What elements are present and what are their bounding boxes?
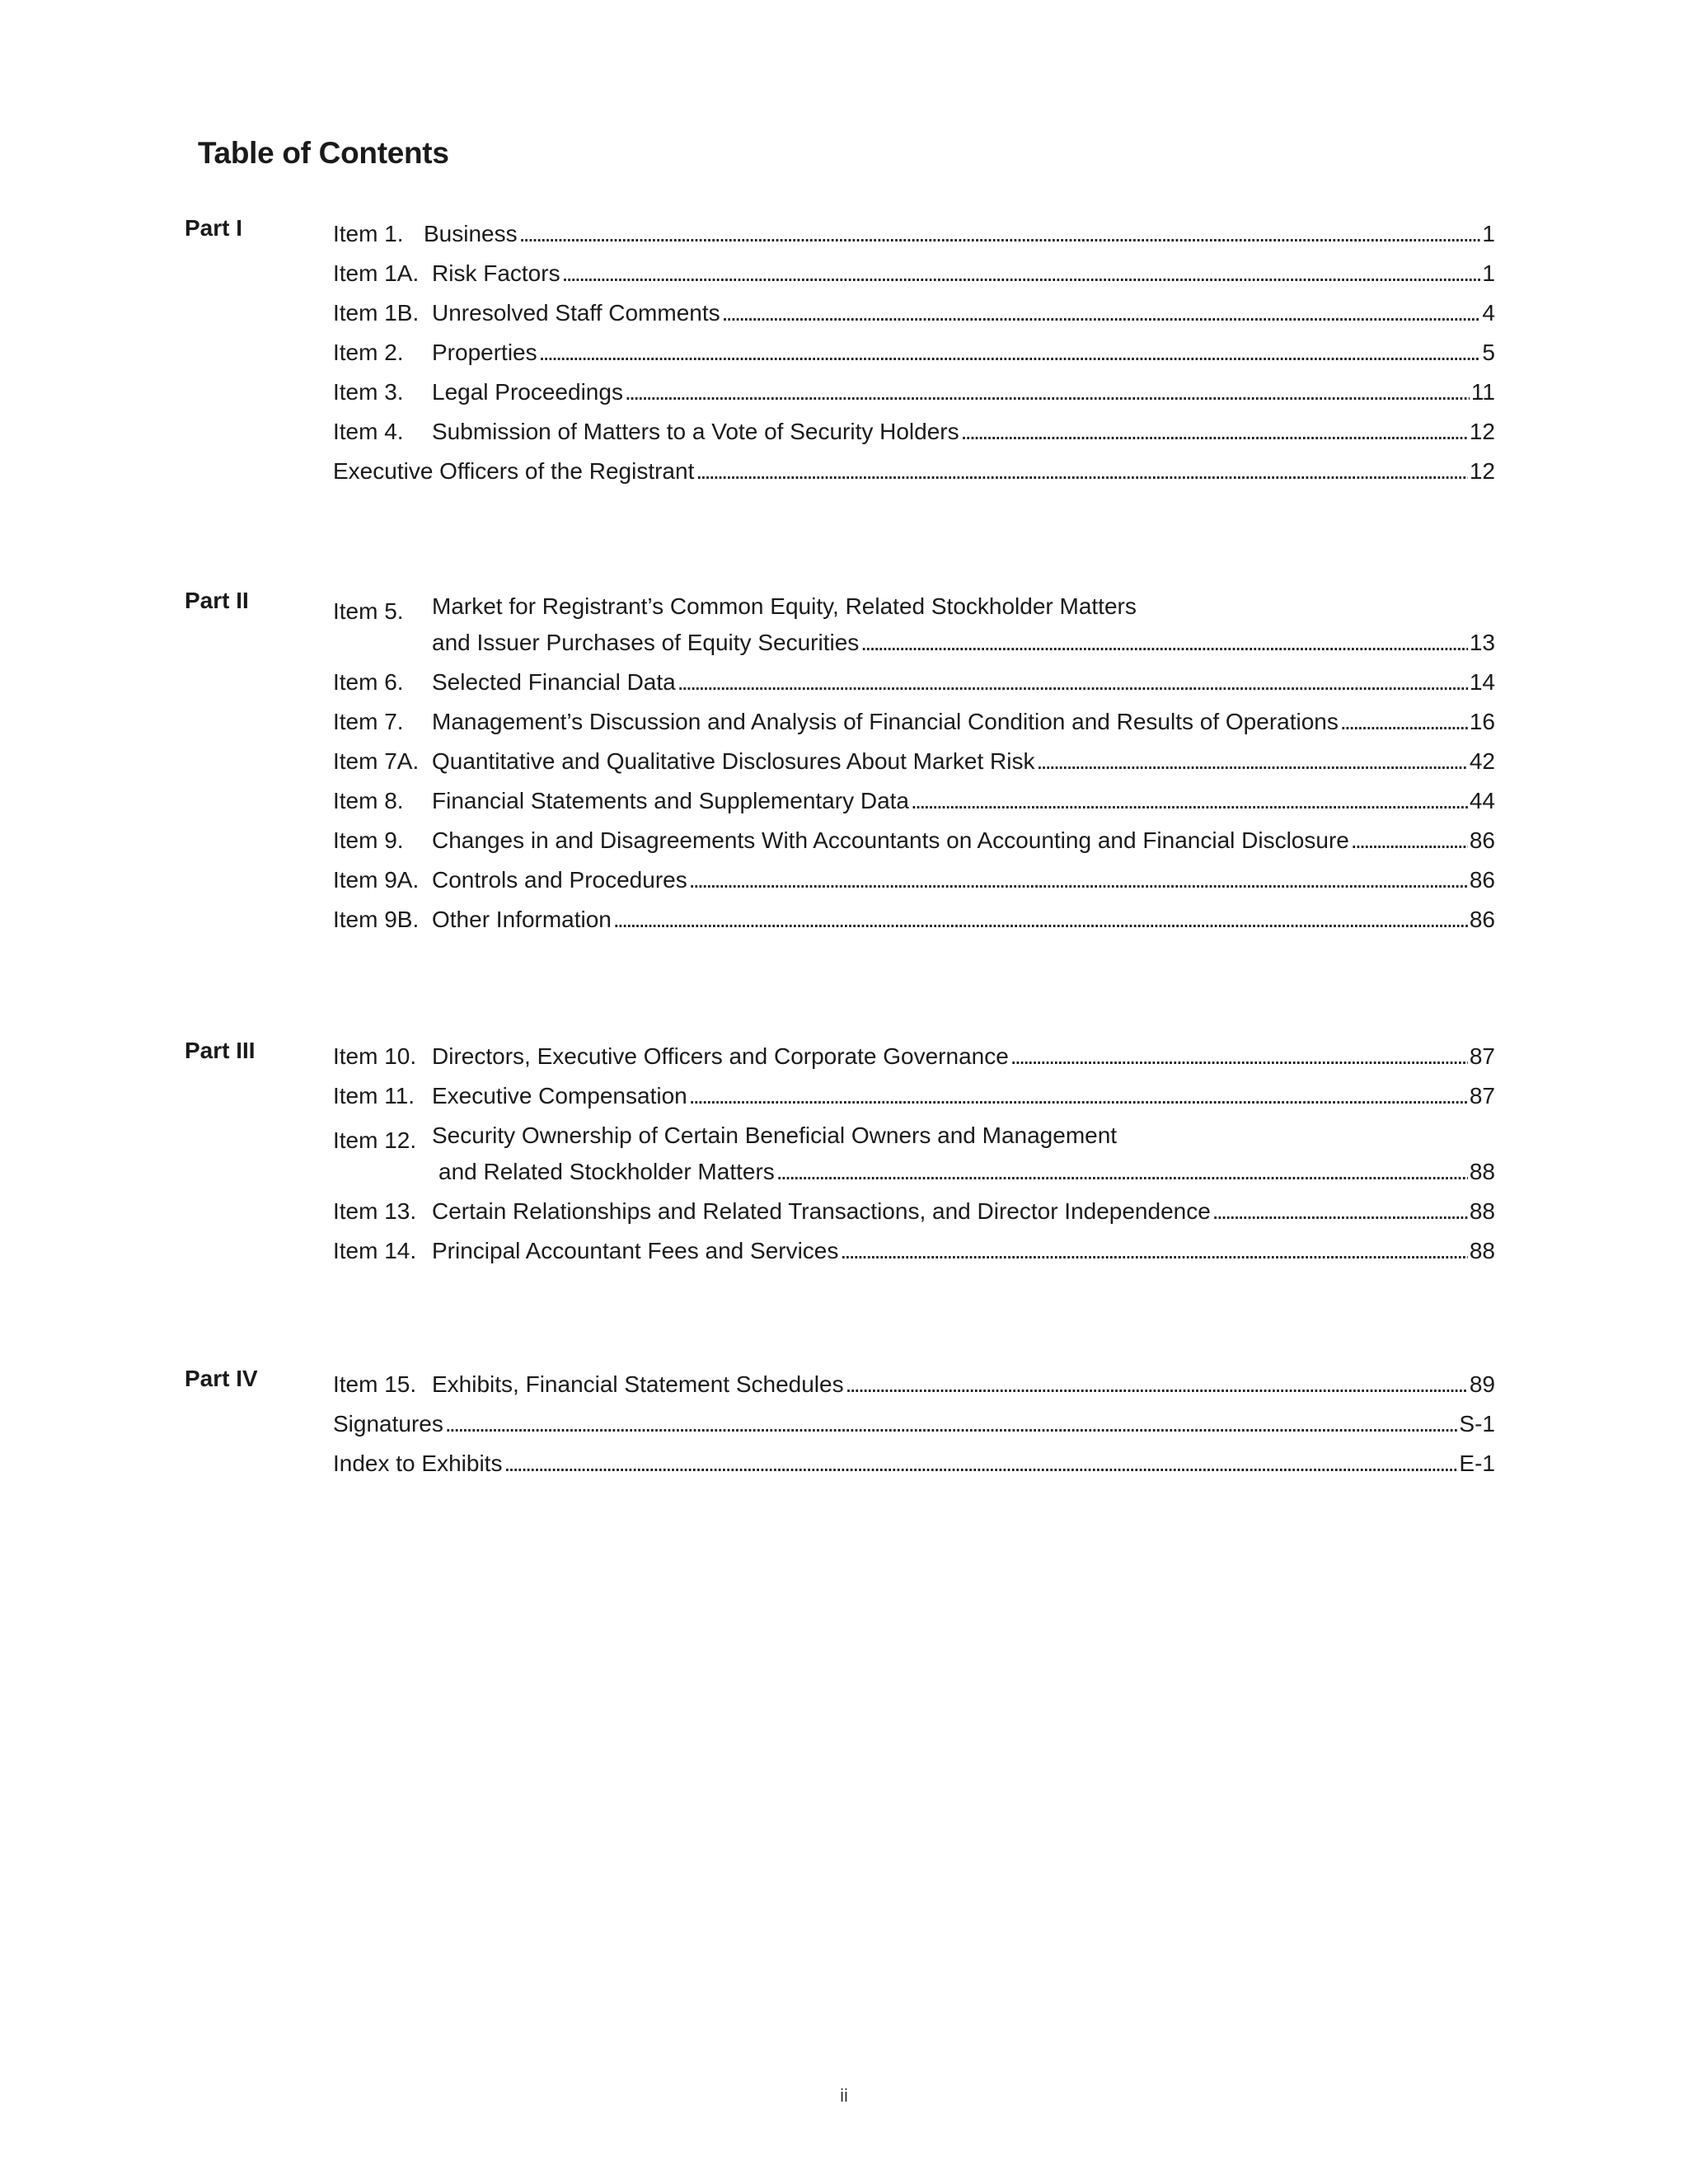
dot-leader — [1351, 827, 1468, 855]
dot-leader — [1212, 1197, 1468, 1226]
page-number: 86 — [1469, 867, 1495, 893]
dot-leader — [961, 418, 1468, 446]
toc-entry[interactable] — [333, 406, 1495, 446]
item-title: Executive Compensation — [432, 1083, 687, 1108]
page-number: 1 — [1482, 221, 1495, 246]
toc-entry[interactable] — [333, 894, 1495, 934]
page-number: 88 — [1469, 1159, 1495, 1184]
toc-entry[interactable] — [333, 446, 1495, 485]
toc-entry[interactable] — [333, 1071, 1495, 1110]
toc-entry[interactable] — [333, 1438, 1495, 1478]
item-number: Item 10. — [333, 1043, 417, 1069]
item-number: Item 13. — [333, 1198, 417, 1224]
item-number: Item 12. — [333, 1127, 417, 1153]
item-number: Item 9B. — [333, 907, 420, 932]
item-number: Item 9. — [333, 827, 404, 853]
dot-leader — [678, 668, 1468, 696]
dot-leader — [846, 1371, 1468, 1399]
item-number: Item 7. — [333, 709, 404, 734]
toc-entry[interactable] — [333, 776, 1495, 815]
dot-leader — [840, 1237, 1467, 1265]
item-number: Item 15. — [333, 1371, 417, 1397]
dot-leader — [722, 299, 1481, 327]
dot-leader — [445, 1410, 1458, 1438]
dot-leader — [1010, 1043, 1468, 1071]
item-title: Directors, Executive Officers and Corporate Governance — [432, 1043, 1009, 1069]
toc-entry[interactable] — [333, 248, 1495, 288]
part-label: Part I — [185, 215, 243, 241]
dot-leader — [562, 260, 1481, 288]
page-number: 42 — [1469, 748, 1495, 774]
item-title: Executive Officers of the Registrant — [333, 458, 695, 484]
item-title: Unresolved Staff Comments — [432, 300, 720, 326]
toc-entry[interactable] — [333, 288, 1495, 327]
item-number: Item 11. — [333, 1083, 415, 1108]
page-number: 12 — [1469, 419, 1495, 444]
item-title: Signatures — [333, 1411, 443, 1436]
dot-leader — [689, 1082, 1468, 1110]
toc-entry[interactable] — [333, 1226, 1495, 1265]
page-number: 11 — [1470, 379, 1495, 405]
page-number: 88 — [1469, 1238, 1495, 1263]
toc-entry[interactable] — [333, 855, 1495, 894]
item-number: Item 7A. — [333, 748, 420, 774]
toc-entry[interactable] — [333, 657, 1495, 696]
page-number: 1 — [1482, 260, 1495, 286]
page-number: 5 — [1482, 340, 1495, 365]
toc-entry[interactable] — [333, 209, 1495, 248]
toc-entry[interactable] — [333, 367, 1495, 406]
page-number: E-1 — [1459, 1451, 1495, 1476]
toc-entry[interactable] — [333, 815, 1495, 855]
item-title: Changes in and Disagreements With Accountants on Accounting and Financial Disclosure — [432, 827, 1349, 853]
item-title: Controls and Procedures — [432, 867, 687, 893]
dot-leader — [860, 629, 1468, 657]
item-title: Selected Financial Data — [432, 669, 676, 695]
toc-entry[interactable] — [333, 1031, 1495, 1071]
item-title: Exhibits, Financial Statement Schedules — [432, 1371, 844, 1397]
dot-leader — [696, 457, 1467, 485]
part-label: Part IV — [185, 1366, 258, 1391]
item-number: Item 14. — [333, 1238, 417, 1263]
toc-list — [333, 581, 1495, 934]
toc-list — [333, 1359, 1495, 1478]
item-number: Item 6. — [333, 669, 404, 695]
item-number: Item 1. — [333, 221, 404, 246]
item-number: Item 4. — [333, 419, 404, 444]
item-title-line: Security Ownership of Certain Beneficial Owners and Management — [432, 1122, 1118, 1148]
dot-leader — [625, 378, 1470, 406]
page-number: 44 — [1469, 788, 1495, 813]
item-title: Management’s Discussion and Analysis of Financial Condition and Results of Operations — [432, 709, 1339, 734]
footer-page-number: ii — [840, 2085, 848, 2106]
part-label: Part III — [185, 1038, 256, 1063]
toc-entry[interactable] — [333, 327, 1495, 367]
item-number: Item 9A. — [333, 867, 420, 893]
dot-leader — [519, 220, 1481, 248]
item-title: and Related Stockholder Matters — [438, 1159, 775, 1184]
item-title: Index to Exhibits — [333, 1451, 503, 1476]
item-title: Principal Accountant Fees and Services — [432, 1238, 839, 1263]
page-number: 86 — [1469, 907, 1495, 932]
item-title: Risk Factors — [432, 260, 560, 286]
toc-entry[interactable] — [333, 1359, 1495, 1399]
item-title: Quantitative and Qualitative Disclosures About Market Risk — [432, 748, 1035, 774]
item-number: Item 2. — [333, 340, 404, 365]
item-title: Other Information — [432, 907, 612, 932]
item-title: Business — [424, 221, 518, 246]
item-number: Item 8. — [333, 788, 404, 813]
item-title: and Issuer Purchases of Equity Securities — [432, 630, 860, 655]
item-number: Item 3. — [333, 379, 404, 405]
toc-entry[interactable] — [333, 1399, 1495, 1438]
page-number: S-1 — [1459, 1411, 1495, 1436]
page-number: 87 — [1469, 1043, 1495, 1069]
dot-leader — [1036, 748, 1467, 776]
dot-leader — [911, 787, 1468, 815]
page-number: 13 — [1469, 630, 1495, 655]
dot-leader — [539, 339, 1481, 367]
item-title: Financial Statements and Supplementary Data — [432, 788, 909, 813]
page-number: 16 — [1469, 709, 1495, 734]
item-title: Properties — [432, 340, 537, 365]
item-number: Item 1A. — [333, 260, 420, 286]
dot-leader — [504, 1450, 1457, 1478]
page-number: 89 — [1469, 1371, 1495, 1397]
toc-list — [333, 209, 1495, 485]
dot-leader — [776, 1158, 1468, 1186]
item-title: Legal Proceedings — [432, 379, 623, 405]
toc-entry[interactable] — [333, 1110, 1495, 1186]
toc-entry[interactable] — [333, 696, 1495, 736]
toc-entry[interactable] — [333, 1186, 1495, 1226]
page-number: 87 — [1469, 1083, 1495, 1108]
dot-leader — [613, 906, 1468, 934]
item-title-line: Market for Registrant’s Common Equity, Related Stockholder Matters — [432, 593, 1137, 619]
page-number: 88 — [1469, 1198, 1495, 1224]
page-number: 86 — [1469, 827, 1495, 853]
dot-leader — [1340, 708, 1468, 736]
page-number: 12 — [1469, 458, 1495, 484]
dot-leader — [689, 866, 1468, 894]
toc-entry[interactable] — [333, 581, 1495, 657]
item-number: Item 1B. — [333, 300, 420, 326]
part-label: Part II — [185, 588, 249, 613]
toc-list — [333, 1031, 1495, 1265]
toc-entry[interactable] — [333, 736, 1495, 776]
page-title: Table of Contents — [198, 136, 449, 170]
page-number: 14 — [1469, 669, 1495, 695]
page-number: 4 — [1482, 300, 1495, 326]
item-title: Certain Relationships and Related Transactions, and Director Independence — [432, 1198, 1211, 1224]
item-number: Item 5. — [333, 598, 404, 624]
item-title: Submission of Matters to a Vote of Security Holders — [432, 419, 959, 444]
